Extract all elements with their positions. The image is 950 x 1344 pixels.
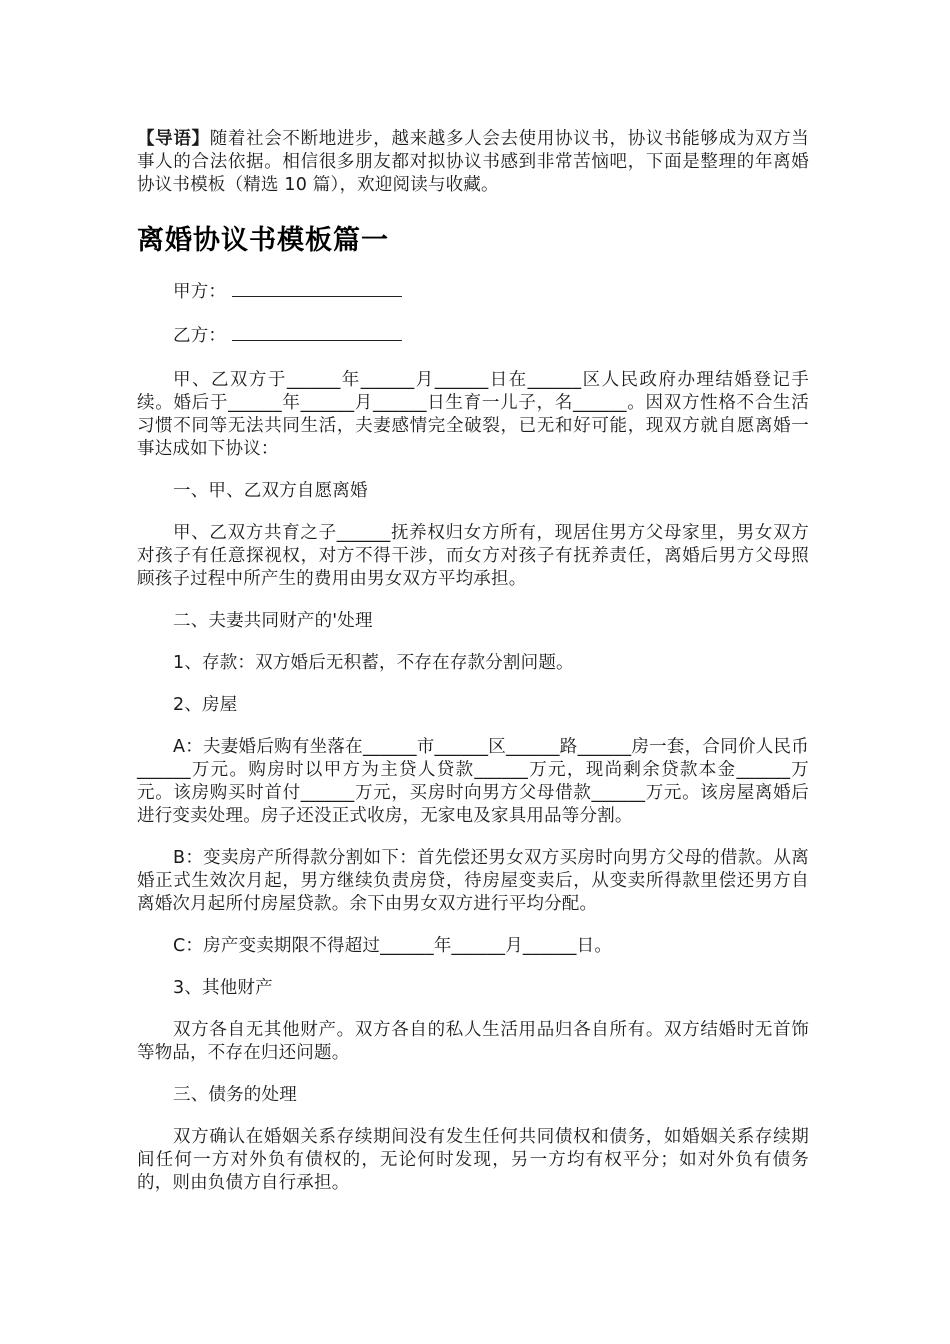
clause-3-heading: 三、债务的处理	[173, 1085, 297, 1105]
intro-text: 随着社会不断地进步，越来越多人会去使用协议书，协议书能够成为双方当事人的合法依据。相信很多朋友都对拟协议书感到非常苦恼吧，下面是整理的年离婚协议书模板（精选 10 篇），欢迎阅读与收藏。	[137, 129, 809, 195]
other-property-paragraph: 双方各自无其他财产。双方各自的私人生活用品归各自所有。双方结婚时无首饰等物品，不存在归还问题。	[137, 1020, 809, 1063]
party-b-label: 乙方：	[173, 326, 227, 346]
custody-paragraph: 甲、乙双方共育之子______抚养权归女方所有，现居住男方父母家里，男女双方对孩子有任意探视权，对方不得干涉，而女方对孩子有抚养责任，离婚后男方父母照顾孩子过程中所产生的费用由男女双方平均承担。	[137, 523, 809, 589]
intro-label: 【导语】	[137, 129, 210, 149]
clause-1-heading: 一、甲、乙双方自愿离婚	[173, 481, 368, 501]
house-detail-a: A：夫妻婚后购有坐落在______市______区______路______房一套，合同价人民币______万元。购房时以甲方为主贷人贷款______万元，现尚剩余贷款本金______万元。该房购买时首付______万元，买房时向男方父母借款______万元。该房屋离婚后进行变卖处理。房子还没正式收房，无家电及家具用品等分割。	[137, 737, 809, 826]
savings-item: 1、存款：双方婚后无积蓄，不存在存款分割问题。	[173, 653, 574, 673]
house-detail-b: B：变卖房产所得款分割如下：首先偿还男女双方买房时向男方父母的借款。从离婚正式生效次月起，男方继续负责房贷，待房屋变卖后，从变卖所得款里偿还男方自离婚次月起所付房屋贷款。余下由男女双方进行平均分配。	[137, 848, 809, 914]
house-detail-c: C：房产变卖期限不得超过______年______月______日。	[173, 936, 613, 956]
intro-paragraph	[137, 128, 809, 197]
document-page	[137, 128, 809, 1214]
clause-2-heading: 二、夫妻共同财产的'处理	[173, 611, 373, 631]
party-a-line	[137, 281, 809, 304]
section-heading: 离婚协议书模板篇一	[137, 225, 389, 256]
house-item: 2、房屋	[173, 695, 238, 715]
marriage-registration-paragraph: 甲、乙双方于______年______月______日在______区人民政府办理结婚登记手续。婚后于______年______月______日生育一儿子，名______。因双方性格不合生活习惯不同等无法共同生活，夫妻感情完全破裂，已无和好可能，现双方就自愿离婚一事达成如下协议：	[137, 370, 809, 459]
debt-paragraph: 双方确认在婚姻关系存续期间没有发生任何共同债权和债务，如婚姻关系存续期间任何一方对外负有债权的，无论何时发现，另一方均有权平分；如对外负有债务的，则由负债方自行承担。	[137, 1127, 809, 1193]
party-a-blank	[232, 282, 402, 297]
party-a-label: 甲方：	[173, 282, 227, 302]
party-b-line	[137, 325, 809, 348]
other-property-item: 3、其他财产	[173, 978, 273, 998]
party-b-blank	[232, 326, 402, 341]
